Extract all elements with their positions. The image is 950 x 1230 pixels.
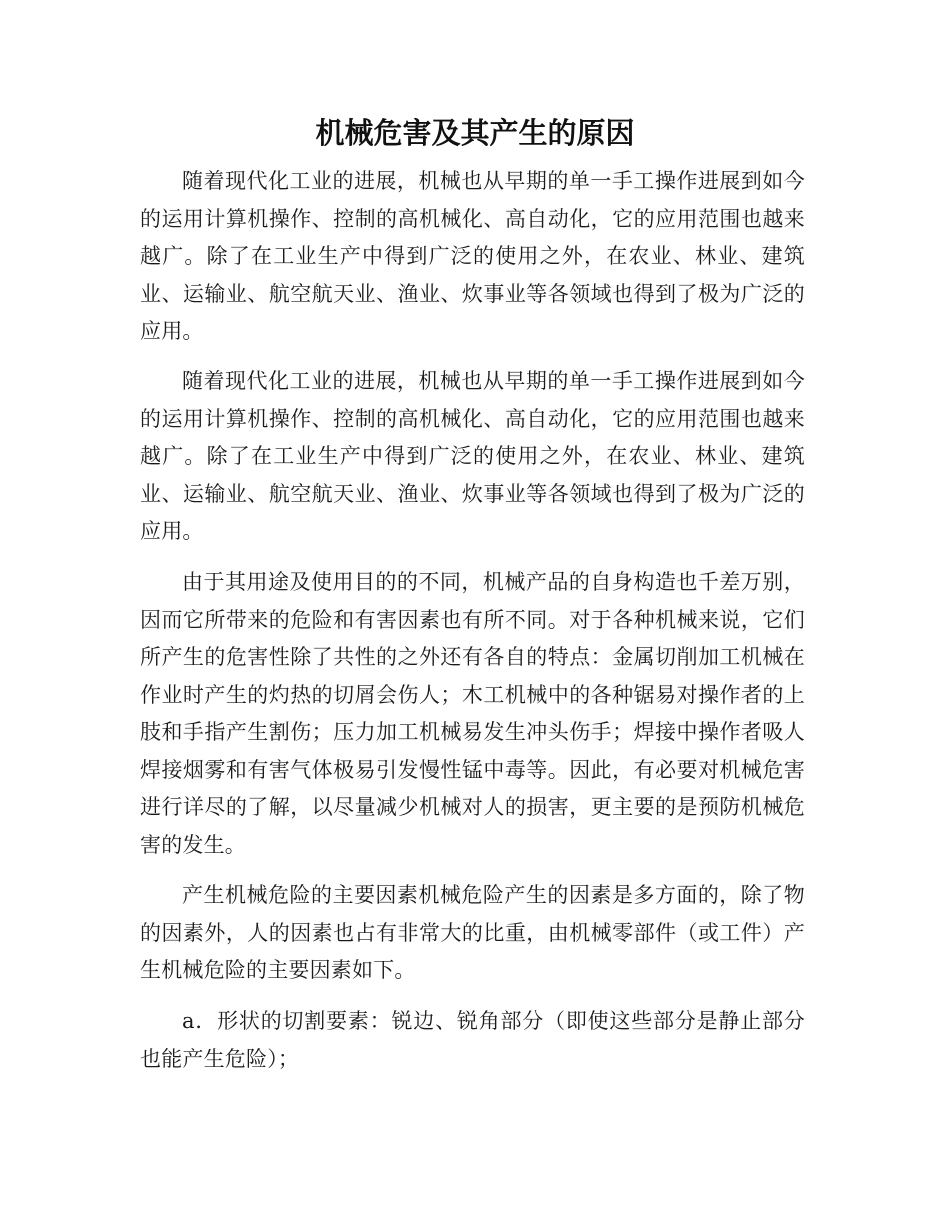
paragraph-hazard-factors: 产生机械危险的主要因素机械危险产生的因素是多方面的，除了物的因素外，人的因素也占有非常大的比重，由机械零部件（或工件）产生机械危险的主要因素如下。 (140, 883, 805, 982)
paragraph-item-a: a．形状的切割要素：锐边、锐角部分（即使这些部分是静止部分也能产生危险）； (140, 1009, 805, 1071)
paragraph-hazard-differences: 由于其用途及使用目的的不同，机械产品的自身构造也千差万别，因而它所带来的危险和有害因素也有所不同。对于各种机械来说，它们所产生的危害性除了共性的之外还有各自的特点：金属切削加工机械在作业时产生的灼热的切屑会伤人；木工机械中的各种锯易对操作者的上肢和手指产生割伤；压力加工机械易发生冲头伤手；焊接中操作者吸人焊接烟雾和有害气体极易引发慢性锰中毒等。因此，有必要对机械危害进行详尽的了解，以尽量减少机械对人的损害，更主要的是预防机械危害的发生。 (140, 570, 805, 857)
paragraph-intro: 随着现代化工业的进展，机械也从早期的单一手工操作进展到如今的运用计算机操作、控制的高机械化、高自动化，它的应用范围也越来越广。除了在工业生产中得到广泛的使用之外，在农业、林业、建筑业、运输业、航空航天业、渔业、炊事业等各领域也得到了极为广泛的应用。 (140, 169, 805, 343)
paragraph-intro-repeat: 随着现代化工业的进展，机械也从早期的单一手工操作进展到如今的运用计算机操作、控制的高机械化、高自动化，它的应用范围也越来越广。除了在工业生产中得到广泛的使用之外，在农业、林业、建筑业、运输业、航空航天业、渔业、炊事业等各领域也得到了极为广泛的应用。 (140, 369, 805, 543)
document-title: 机械危害及其产生的原因 (315, 116, 635, 150)
